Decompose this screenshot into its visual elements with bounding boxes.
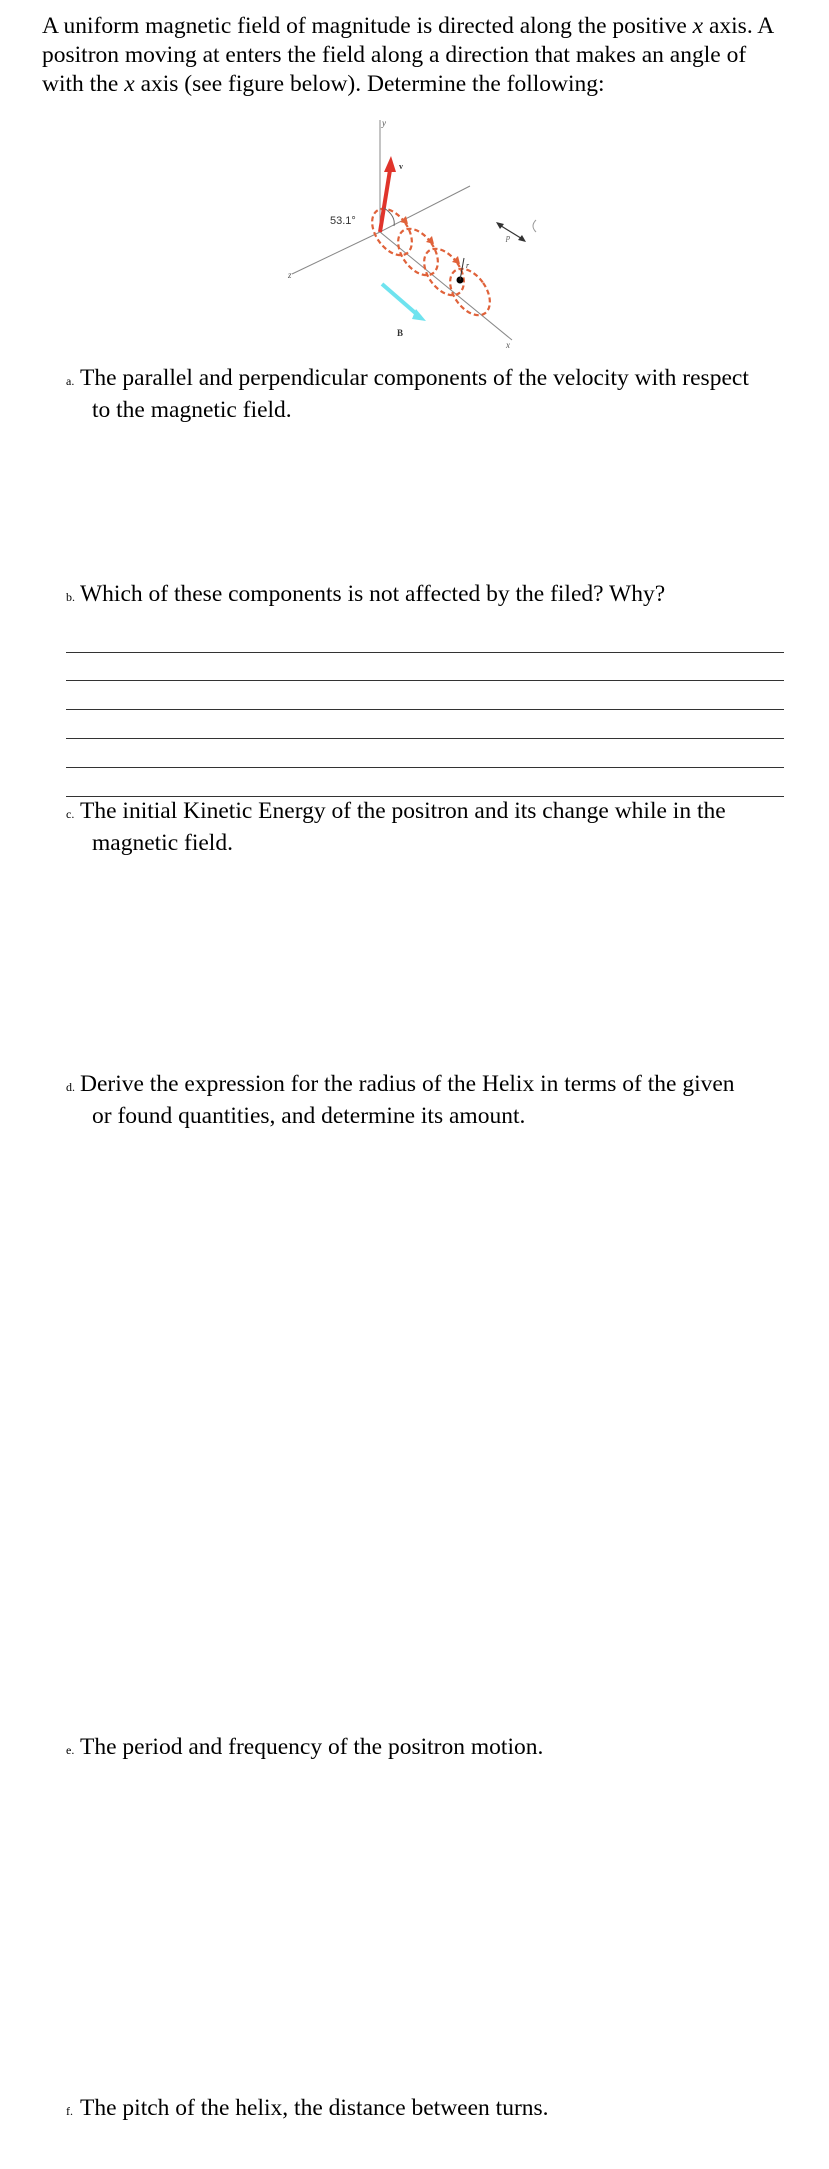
question-text: The pitch of the helix, the distance between turns. <box>80 2095 549 2121</box>
pitch-arrowhead <box>518 235 526 242</box>
z-axis <box>292 232 380 274</box>
z-axis-label: z <box>288 270 292 280</box>
question-text-continued: magnetic field. <box>92 830 233 856</box>
problem-statement <box>42 12 787 99</box>
helix-arrow <box>400 216 408 224</box>
field-vector <box>382 284 420 317</box>
question-text: Which of these components is not affected by the filed? Why? <box>80 581 666 607</box>
question-c <box>66 797 796 858</box>
question-text: Derive the expression for the radius of the Helix in terms of the given <box>80 1071 735 1097</box>
question-f <box>66 2094 796 2126</box>
helix-arrow <box>426 236 434 244</box>
intro-text-1: A uniform magnetic field of magnitude is directed along the positive <box>42 13 693 39</box>
question-a <box>66 364 796 425</box>
question-e <box>66 1733 796 1765</box>
answer-line[interactable] <box>66 680 784 681</box>
intro-var-x-1: x <box>692 13 704 39</box>
helix-path <box>364 202 498 323</box>
velocity-arrowhead <box>384 156 396 172</box>
answer-line[interactable] <box>66 767 784 768</box>
velocity-vector <box>380 170 390 232</box>
x-axis-label: x <box>506 340 510 350</box>
question-marker: d. <box>66 1080 75 1094</box>
helix-loop <box>390 222 446 283</box>
helix-loop <box>364 202 420 263</box>
answer-line[interactable] <box>66 738 784 739</box>
question-marker: f. <box>66 2104 73 2118</box>
question-d <box>66 1070 796 1131</box>
helix-loop <box>442 262 498 323</box>
intro-var-x-2: x <box>124 71 135 97</box>
helix-arrow <box>452 256 460 264</box>
pitch-arrowhead <box>496 222 504 229</box>
velocity-label: v <box>399 162 403 171</box>
pitch-bracket <box>533 220 536 232</box>
question-text: The period and frequency of the positron motion. <box>80 1734 544 1760</box>
angle-label: 53.1° <box>330 215 356 227</box>
question-text-continued: to the magnetic field. <box>92 397 292 423</box>
field-label: B <box>397 328 404 338</box>
x-axis-back <box>380 186 470 232</box>
question-b <box>66 580 796 612</box>
question-marker: b. <box>66 590 75 604</box>
helix-figure <box>280 112 580 352</box>
question-text-continued: or found quantities, and determine its amount. <box>92 1103 526 1129</box>
intro-text-2: axis. A positron moving at enters the field along a direction that makes an angle of with the <box>42 13 773 97</box>
radius-label: r <box>466 261 470 270</box>
helix-loop <box>416 242 472 303</box>
question-text: The initial Kinetic Energy of the positron and its change while in the <box>80 798 726 824</box>
question-text: The parallel and perpendicular components of the velocity with respect <box>80 365 749 391</box>
answer-line[interactable] <box>66 709 784 710</box>
answer-line[interactable] <box>66 652 784 653</box>
intro-text-3: axis (see figure below). Determine the following: <box>134 71 605 97</box>
question-marker: c. <box>66 807 75 821</box>
pitch-label: p <box>506 233 510 242</box>
y-axis-label: y <box>382 118 386 128</box>
question-marker: a. <box>66 374 75 388</box>
question-marker: e. <box>66 1743 75 1757</box>
